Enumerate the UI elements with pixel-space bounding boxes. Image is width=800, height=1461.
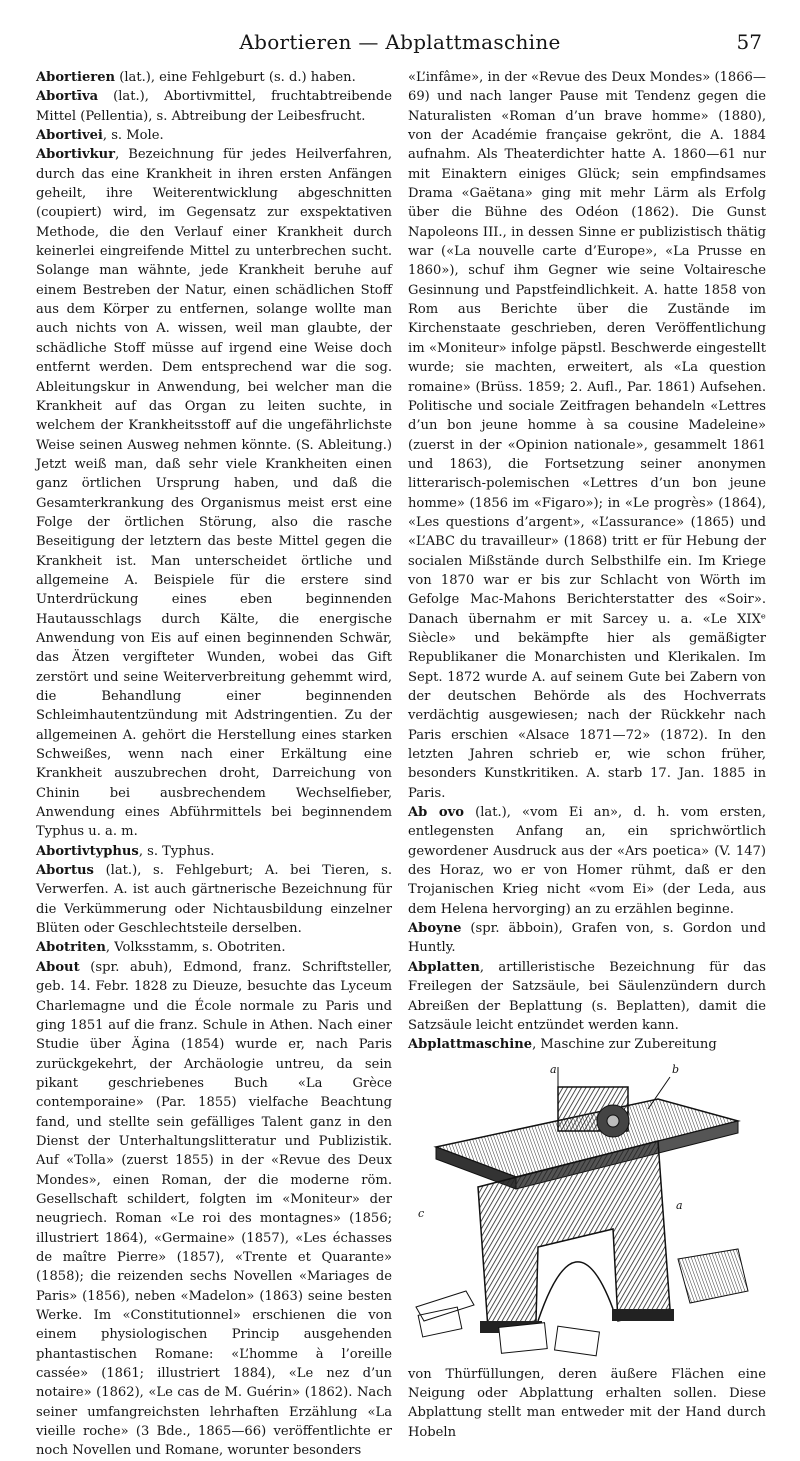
headword: Aboyne [408, 921, 462, 937]
figure-label-c: c [418, 1206, 425, 1220]
entry-text: (lat.), «vom Ei an», d. h. vom ersten, entlegensten Anfang an, ein sprichwörtlich gewordener Ausdruck aus der «Ars poetica» (V. 147) des Horaz, wo er von Homer rühmt, daß er den Trojanischen Krieg nicht «vom Ei» (der Leda, aus dem Helena hervorging) an zu erzählen beginne. [408, 805, 766, 917]
headword: Abortivtyphus [36, 843, 139, 859]
entry-text: , artilleristische Bezeichnung für das Freilegen der Satzsäule, bei Säulenzündern durch Abreißen der Beplattung (s. Beplatten), damit die Satzsäule leicht entzündet werden kann. [408, 959, 766, 1033]
entry-abortieren [36, 68, 392, 87]
headword: Abortivkur [36, 147, 116, 163]
entry-abortivei [36, 126, 392, 145]
headword: Ab ovo [408, 805, 464, 821]
entry-text: (spr. äbboin), Grafen von, s. Gordon und Huntly. [408, 921, 766, 956]
entry-text: (lat.), eine Fehlgeburt (s. d.) haben. [115, 70, 356, 85]
headword: Abortieren [36, 70, 116, 85]
entry-abplattmaschine [408, 1035, 766, 1054]
entry-abortus [36, 861, 392, 938]
entry-text: «L’infâme», in der «Revue des Deux Mondes» (1866—69) und nach langer Pause mit Tendenz gegen die Naturalisten «Roman d’un brave homme» (1880), von der Académie française gekrönt, die A. 1884 aufnahm. Als Theaterdichter hatte A. 1860—61 nur mit Einaktern einiges Glück; sein empfindsames Drama «Gaëtana» ging mit mehr Lärm als Erfolg über die Bühne des Odéon (1862). Die Gunst Napoleons III., in dessen Sinne er publizistisch thätig war («La nouvelle carte d’Europe», «La Prusse en 1860»), schuf ihm Gegner wie seine Voltairesche Gesinnung und Papstfeindlichkeit. A. hatte 1858 von Rom aus Berichte über die Zustände im Kirchenstaate geschrieben, deren Veröffentlichung im «Moniteur» infolge päpstl. Beschwerde eingestellt wurde; sie machten, erweitert, als «La question romaine» (Brüss. 1859; 2. Aufl., Par. 1861) Aufsehen. Politische und sociale Zeitfragen behandeln «Lettres d’un bon jeune homme à sa cousine Madeleine» (zuerst in der «Opinion nationale», gesammelt 1861 und 1863), die Fortsetzung seiner anonymen litterarisch-polemischen «Lettres d’un bon jeune homme» (1856 im «Figaro»); in «Le progrès» (1864), «Les questions d’argent», «L’assurance» (1865) und «L’ABC du travailleur» (1868) tritt er für Hebung der socialen Mißstände durch Selbsthilfe ein. Im Kriege von 1870 war er bis zur Schlacht von Wörth im Gefolge Mac-Mahons Berichterstatter des «Soir». Danach übernahm er mit Sarcey u. a. «Le XIXᵉ Siècle» und bekämpfte hier als gemäßigter Republikaner die Monarchisten und Klerikalen. Im Sept. 1872 wurde A. auf seinem Gute bei Zabern von der deutschen Behörde als des Hochverrats verdächtig ausgewiesen; nach der Rückkehr nach Paris erschien «Alsace 1871—72» (1872). In den letzten Jahren schrieb er, wie schon früher, besonders Kunstkritiken. A. starb 17. Jan. 1885 in Paris. [408, 70, 766, 801]
headword: About [36, 959, 80, 975]
entry-text: , s. Typhus. [138, 843, 215, 859]
entry-ab-ovo [408, 803, 766, 919]
entry-about [36, 958, 392, 1461]
entry-text: (spr. abuh), Edmond, franz. Schriftsteller, geb. 14. Febr. 1828 zu Dieuze, besuchte das Lyceum Charlemagne und die École normale zu Paris und ging 1851 auf die franz. Schule in Athen. Nach einer Studie über Ägina (1854) wurde er, nach Paris zurückgekehrt, der Archäologie untreu, da sein pikant geschriebenes Buch «La Grèce contemporaine» (Par. 1855) vielfache Beachtung fand, und stellte sein gefälliges Talent ganz in den Dienst der Unterhaltungslitteratur und Publizistik. Auf «Tolla» (zuerst 1855) in der «Revue des Deux Mondes», einen Roman, der die moderne röm. Gesellschaft schildert, folgten im «Moniteur» der neugriech. Roman «Le roi des montagnes» (1856; illustriert 1864), «Germaine» (1857), «Les échasses de maître Pierre» (1857), «Trente et Quarante» (1858); die reizenden sechs Novellen «Mariages de Paris» (1856), neben «Madelon» (1863) seine besten Werke. Im «Constitutionnel» erschienen die von einem physiologischen Princip ausgehenden phantastischen Romane: «L’homme à l’oreille cassée» (1861; illustriert 1884), «Le nez d’un notaire» (1862), «Le cas de M. Guérin» (1862). Nach seiner umfangreichsten lehrhaften Erzählung «La vieille roche» (3 Bde., 1865—66) veröffentlichte er noch Novellen und Romane, worunter besonders [36, 959, 392, 1459]
figure-label-b: b [672, 1062, 680, 1076]
abplattmaschine-engraving [408, 1059, 766, 1359]
entry-abortiva [36, 87, 392, 126]
entry-text: , Maschine zur Zubereitung [532, 1037, 717, 1053]
entry-text: , s. Mole. [102, 128, 164, 144]
entry-aboyne [408, 919, 766, 958]
machine-illustration [408, 1059, 766, 1359]
headword: Abotriten [36, 940, 106, 956]
entry-abortivtyphus [36, 842, 392, 861]
entry-text: , Bezeichnung für jedes Heilverfahren, durch das eine Krankheit in ihren ersten Anfängen geheilt, ihre Weiterentwicklung abgeschnitten (coupiert) wird, im Gegensatz zur exspektativen Methode, die den Verlauf einer Krankheit durch keinerlei eingreifende Mittel zu unterbrechen sucht. Solange man wähnte, jede Krankheit beruhe auf einem Bestreben der Natur, einen schädlichen Stoff aus dem Körper zu entfernen, solange wollte man auch nichts von A. wissen, weil man glaubte, der schädliche Stoff müsse auf irgend eine Weise doch entfernt werden. Dem entsprechend war die sog. Ableitungskur in Anwendung, bei welcher man die Krankheit auf das Organ zu leiten suchte, in welchem der Krankheitsstoff auf die ungefährlichste Weise seinen Ausweg nehmen könnte. (S. Ableitung.) Jetzt weiß man, daß sehr viele Krankheiten einen ganz örtlichen Ursprung haben, und daß die Gesamterkrankung des Organismus meist erst eine Folge der örtlichen Störung, also die rasche Beseitigung der letztern das beste Mittel gegen die Krankheit ist. Man unterscheidet örtliche und allgemeine A. Beispiele für die erstere sind Unterdrückung eines eben beginnenden Hautausschlags durch Kälte, die energische Anwendung von Eis auf einen beginnenden Schwär, das Ätzen vergifteter Wunden, wobei das Gift zerstört und seine Weiterverbreitung gehemmt wird, die Behandlung einer beginnenden Schleimhautentzündung mit Adstringentien. Zu der allgemeinen A. gehört die Herstellung eines starken Schweißes, wenn nach einer Erkältung eine Krankheit auszubrechen droht, Darreichung von Chinin bei ausbrechendem Wechselfieber, Anwendung eines Abführmittels bei beginnendem Typhus u. a. m. [36, 147, 392, 840]
running-head: Abortieren — Abplattmaschine [239, 30, 561, 54]
headword: Abortivei [36, 128, 103, 144]
entry-abortivkur [36, 145, 392, 841]
figure-label-a-top: a [550, 1062, 557, 1076]
headword: Abplattmaschine [408, 1037, 533, 1053]
entry-about-continued [408, 68, 766, 803]
entry-abplatten [408, 958, 766, 1035]
left-column [36, 68, 392, 1461]
headword: Abplatten [408, 959, 480, 975]
right-column [408, 68, 766, 1442]
entry-abotriten [36, 938, 392, 957]
entry-text: , Volksstamm, s. Obotriten. [105, 940, 286, 956]
figure-label-a-side: a [676, 1198, 683, 1212]
headword: Abortus [36, 863, 94, 879]
entry-text: (lat.), s. Fehlgeburt; A. bei Tieren, s. Verwerfen. A. ist auch gärtnerische Bezeichnung für die Verkümmerung oder Nichtausbildung einzelner Blüten oder Geschlechtsteile derselben. [36, 863, 392, 937]
page-number: 57 [736, 30, 762, 54]
page-header [0, 30, 800, 64]
entry-text: (lat.), Abortivmittel, fruchtabtreibende Mittel (Pellentia), s. Abtreibung der Leibesfrucht. [36, 89, 392, 124]
headword: Abortīva [36, 89, 99, 105]
entry-abplattmaschine-continued: von Thürfüllungen, deren äußere Flächen eine Neigung oder Abplattung erhalten sollen. Diese Abplattung stellt man entweder mit der Hand durch Hobeln [408, 1366, 766, 1440]
